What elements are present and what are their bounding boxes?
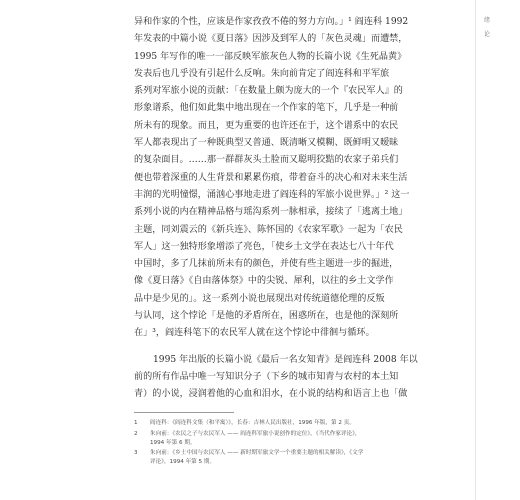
- text-line: 系列小说的内在精神品格与瑶沟系列一脉相承，接续了「逃离土地」: [134, 207, 408, 218]
- text-line: 的复杂面目。……那一群群灰头土脸而又聪明狡黠的农家子弟兵们: [134, 155, 399, 166]
- text-line: 在」³，阎连科笔下的农民军人就在这个悖论中徘徊与循环。: [134, 328, 375, 339]
- text-line: 丰润的光明憧憬，涌汹心事地走进了阎连科的军旅小说世界。」² 这一: [134, 189, 410, 200]
- text-line: 发表后也几乎没有引起什么反响。朱向前肯定了阎连科和平军旅: [134, 68, 390, 79]
- text-line: 1995 年写作的唯一一部反映军旅灰色人物的长篇小说《生死晶黄》: [134, 51, 407, 62]
- footnote-text: 阎连科：《阎连科文集（和平寓）》，长春：吉林人民出版社，1996 年版，第 2 页。: [150, 420, 355, 426]
- footnotes: [134, 419, 464, 469]
- body-text: [134, 14, 474, 404]
- footnote-text: 1994 年第 6 期。: [150, 439, 196, 446]
- text-line: 中国时，多了几抹前所未有的颜色，并使有些主题进一步的掘进，: [134, 259, 399, 270]
- footnote: [134, 419, 464, 428]
- text-line: 形象谱系，他们如此集中地出现在一个作家的笔下，几乎是一种前: [134, 103, 399, 114]
- footnote-text: 朱向前：《乡土中国与农民军人 —— 新时期军旅文学一个重要主题的相关解读》，《文学: [150, 450, 364, 456]
- footnote-number: 1: [134, 420, 138, 426]
- footnote-text: 朱向前：《农民之子与农民军人 —— 阎连科军旅小说创作的定位》，《当代作家评论》，: [150, 430, 361, 437]
- footnote-text: 评论》，1994 年第 5 期。: [150, 459, 216, 465]
- text-line: 1995 年出版的长篇小说《最后一名女知青》是阎连科 2008 年以: [153, 354, 418, 365]
- text-line: 系列对军旅小说的贡献：「在数量上颇为庞大的一个『农民军人』的: [134, 86, 403, 97]
- text-line: 异和作家的个性，应该是作家孜孜不倦的努力方向。」¹ 阎连科 1992: [134, 17, 409, 27]
- text-line: 军人」这一独特形象增添了亮色，「使乡土文学在表达七八十年代: [134, 241, 394, 252]
- margin-rule: [475, 0, 476, 500]
- text-line: 年发表的中篇小说《夏日落》因涉及到军人的「灰色灵魂」而遭禁，: [134, 34, 408, 45]
- footnote-number: 2: [134, 430, 138, 437]
- footnote-separator: [134, 412, 234, 413]
- footnote: [134, 449, 464, 467]
- text-line: 所未有的现象。而且，更为重要的也许还在于，这个谱系中的农民: [134, 120, 399, 131]
- text-line: 像《夏日落》《自由落体祭》中的尖锐、犀利，以往的乡土文学作: [134, 276, 394, 287]
- running-section-label: 绪 论: [483, 17, 490, 38]
- text-line: 前的所有作品中唯一写知识分子（下乡的城市知青与农村的本土知: [134, 371, 399, 382]
- text-line: 主题，同刘震云的《新兵连》、陈怀国的《农家军歌》一起为「农民: [134, 224, 403, 235]
- text-line: 与认同，这个悖论「是他的矛盾所在，困惑所在，也是他的深刻所: [134, 311, 399, 322]
- text-line: 军人都表现出了一种既典型又普通、既清晰又模糊、既鲜明又暧昧: [134, 138, 399, 149]
- text-line: 青）的小说，浸润着他的心血和泪水，在小说的结构和语言上也「做: [134, 389, 408, 400]
- text-line: 便也带着深重的人生背景和累累伤痕，带着奋斗的决心和对未来生活: [134, 172, 408, 183]
- footnote: [134, 430, 464, 448]
- footnote-number: 3: [134, 450, 138, 456]
- paragraph-gap: [134, 343, 474, 352]
- document-page: [76, 0, 490, 500]
- text-line: 品中是少见的」。这一系列小说也展现出对传统道德伦理的反叛: [134, 293, 385, 304]
